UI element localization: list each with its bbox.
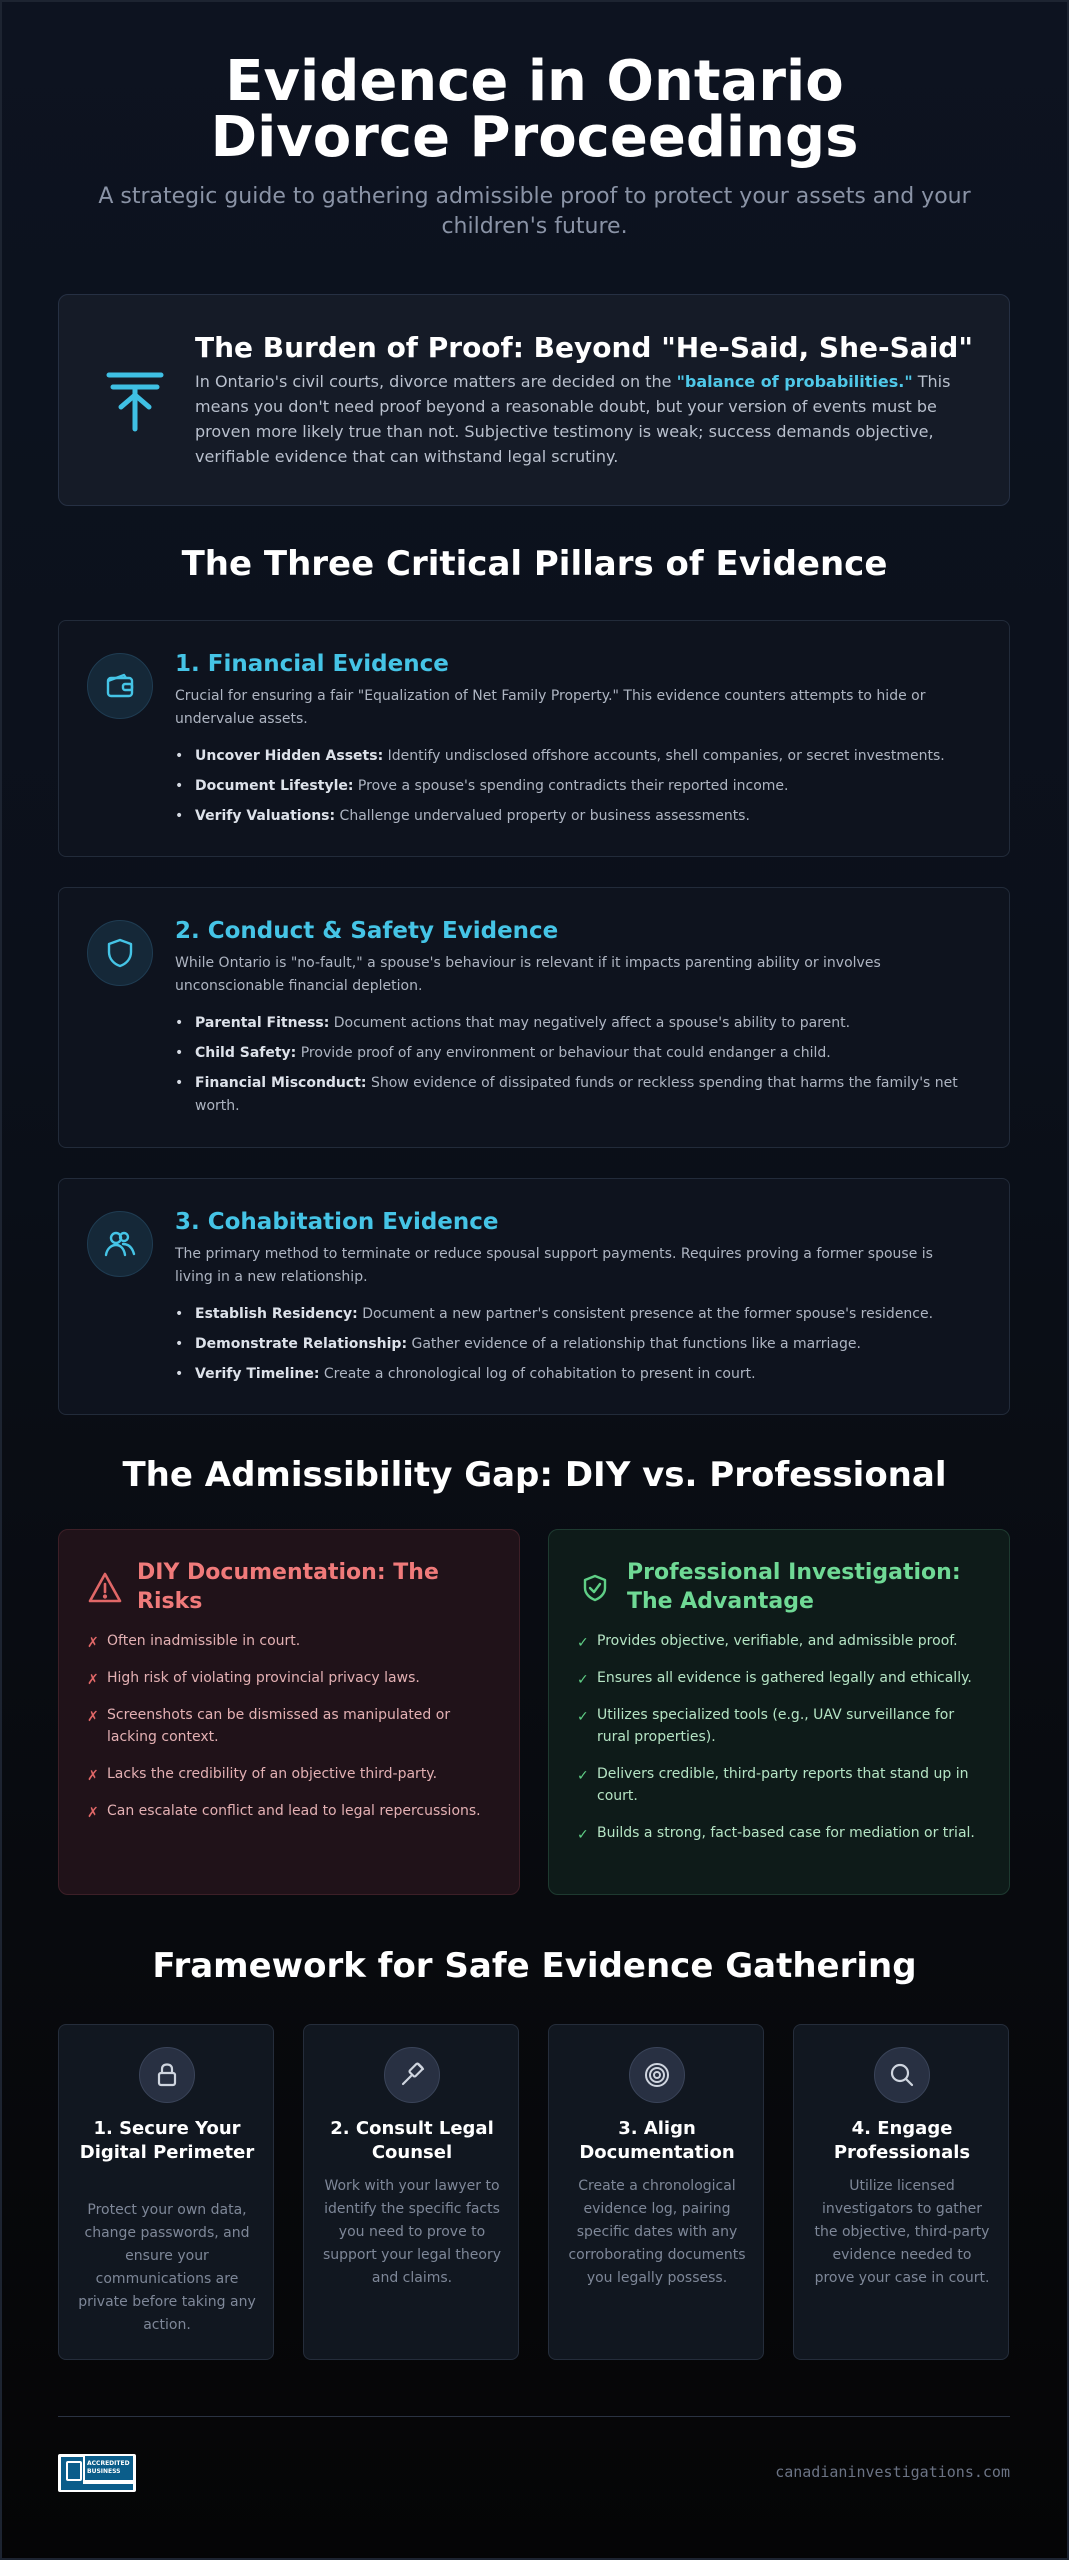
cross-icon: ✗ <box>87 1709 99 1725</box>
check-icon: ✓ <box>577 1672 589 1688</box>
pillar-financial-card <box>58 620 1010 857</box>
burden-text-intro: In Ontario's civil courts, divorce matters are decided on the <box>195 372 677 391</box>
step-icon-badge <box>384 2047 440 2103</box>
pillar-conduct-card <box>58 887 1010 1148</box>
page-subtitle: A strategic guide to gathering admissible proof to protect your assets and your children's future. <box>98 184 971 239</box>
risk-text: Screenshots can be dismissed as manipulated or lacking context. <box>107 1707 451 1745</box>
list-item <box>175 805 985 828</box>
pillar-description: The primary method to terminate or reduce spousal support payments. Requires proving a former spouse is living in a new relationship. <box>175 1246 933 1285</box>
step-title: 1. Secure Your Digital Perimeter <box>79 2118 255 2163</box>
risk-text: High risk of violating provincial privacy laws. <box>107 1670 420 1686</box>
pillar-title: 2. Conduct & Safety Evidence <box>175 918 559 944</box>
step-card-consult <box>303 2024 519 2360</box>
hero <box>0 0 1069 242</box>
step-title: 3. Align Documentation <box>579 2118 735 2163</box>
step-icon-badge <box>139 2047 195 2103</box>
cross-icon: ✗ <box>87 1635 99 1651</box>
risk-text: Often inadmissible in court. <box>107 1633 301 1649</box>
list-item <box>175 1012 985 1035</box>
point-text: Create a chronological log of cohabitation to present in court. <box>319 1366 756 1382</box>
advantage-text: Provides objective, verifiable, and admissible proof. <box>597 1633 958 1649</box>
diy-title: DIY Documentation: The Risks <box>137 1560 439 1614</box>
cross-icon: ✗ <box>87 1672 99 1688</box>
list-item <box>175 1363 985 1386</box>
list-item <box>577 1822 987 1844</box>
point-label: Parental Fitness: <box>195 1015 330 1031</box>
list-item <box>87 1800 497 1822</box>
list-item <box>87 1704 497 1748</box>
point-label: Financial Misconduct: <box>195 1075 367 1091</box>
pillar-icon-badge <box>87 1211 153 1277</box>
pillar-points-list <box>175 1303 985 1393</box>
step-description: Protect your own data, change passwords, and ensure your communications are private before taking any action. <box>78 2202 256 2333</box>
bbb-rating-strip <box>61 2484 133 2490</box>
advantage-text: Ensures all evidence is gathered legally and ethically. <box>597 1670 972 1686</box>
step-description: Create a chronological evidence log, pairing specific dates with any corroborating documents you legally possess. <box>568 2178 746 2286</box>
point-text: Identify undisclosed offshore accounts, shell companies, or secret investments. <box>383 748 945 764</box>
gap-section-title: The Admissibility Gap: DIY vs. Professional <box>122 1455 947 1495</box>
point-label: Document Lifestyle: <box>195 778 354 794</box>
search-icon <box>888 2061 916 2089</box>
advantage-text: Delivers credible, third-party reports that stand up in court. <box>597 1766 969 1804</box>
step-card-secure <box>58 2024 274 2360</box>
footer-divider <box>58 2416 1010 2417</box>
step-card-align <box>548 2024 764 2360</box>
warning-icon <box>87 1570 123 1606</box>
pillar-description: Crucial for ensuring a fair "Equalization of Net Family Property." This evidence counters attempts to hide or undervalue assets. <box>175 688 926 727</box>
list-item <box>87 1667 497 1689</box>
pro-advantage-list <box>577 1630 987 1859</box>
diy-risks-card <box>58 1529 520 1895</box>
page-title: Evidence in Ontario Divorce Proceedings <box>210 49 859 170</box>
point-text: Show evidence of dissipated funds or reckless spending that harms the family's net worth. <box>195 1075 958 1114</box>
list-item <box>175 1333 985 1356</box>
burden-text-rest: This means you don't need proof beyond a reasonable doubt, but your version of events must be proven more likely true than not. Subjective testimony is weak; success demands objective, verifiable evidence that can withstand legal scrutiny. <box>195 372 951 466</box>
target-icon <box>643 2061 671 2089</box>
point-text: Provide proof of any environment or behaviour that could endanger a child. <box>296 1045 831 1061</box>
lock-icon <box>153 2061 181 2089</box>
pillar-icon-badge <box>87 653 153 719</box>
list-item <box>577 1667 987 1689</box>
balance-scale-icon <box>103 367 167 435</box>
step-title: 4. Engage Professionals <box>833 2118 971 2163</box>
risk-text: Lacks the credibility of an objective third-party. <box>107 1766 438 1782</box>
list-item <box>577 1763 987 1807</box>
check-icon: ✓ <box>577 1827 589 1843</box>
step-card-engage <box>793 2024 1009 2360</box>
pillar-points-list <box>175 745 985 835</box>
pillars-section-title: The Three Critical Pillars of Evidence <box>181 544 888 584</box>
gavel-icon <box>398 2061 426 2089</box>
framework-section-title: Framework for Safe Evidence Gathering <box>152 1946 917 1986</box>
list-item <box>175 1303 985 1326</box>
point-text: Gather evidence of a relationship that functions like a marriage. <box>407 1336 861 1352</box>
point-text: Document actions that may negatively affect a spouse's ability to parent. <box>329 1015 851 1031</box>
step-icon-badge <box>629 2047 685 2103</box>
pillar-icon-badge <box>87 920 153 986</box>
bbb-badge-text: ACCREDITED BUSINESS <box>85 2456 133 2480</box>
pillar-description: While Ontario is "no-fault," a spouse's behaviour is relevant if it impacts parenting ability or involves unconscionable financial depletion. <box>175 955 881 994</box>
pillar-cohabitation-card <box>58 1178 1010 1415</box>
wallet-icon <box>104 670 136 702</box>
check-icon: ✓ <box>577 1768 589 1784</box>
point-label: Demonstrate Relationship: <box>195 1336 408 1352</box>
shield-check-icon <box>577 1570 613 1606</box>
list-item <box>175 775 985 798</box>
bbb-accreditation-badge[interactable] <box>58 2454 136 2492</box>
shield-icon <box>105 937 135 969</box>
burden-highlight: "balance of probabilities." <box>676 372 913 391</box>
list-item <box>175 1042 985 1065</box>
list-item <box>175 745 985 768</box>
list-item <box>87 1630 497 1652</box>
list-item <box>577 1704 987 1748</box>
point-text: Prove a spouse's spending contradicts their reported income. <box>353 778 789 794</box>
list-item <box>87 1763 497 1785</box>
advantage-text: Utilizes specialized tools (e.g., UAV surveillance for rural properties). <box>597 1707 955 1745</box>
step-description: Work with your lawyer to identify the specific facts you need to prove to support your legal theory and claims. <box>322 2178 502 2286</box>
point-label: Child Safety: <box>195 1045 297 1061</box>
risk-text: Can escalate conflict and lead to legal repercussions. <box>107 1803 481 1819</box>
point-label: Verify Timeline: <box>195 1366 320 1382</box>
pillar-points-list <box>175 1012 985 1125</box>
users-icon <box>103 1228 137 1260</box>
check-icon: ✓ <box>577 1709 589 1725</box>
list-item <box>577 1630 987 1652</box>
burden-of-proof-card <box>58 294 1010 506</box>
list-item <box>175 1072 985 1118</box>
point-label: Uncover Hidden Assets: <box>195 748 384 764</box>
step-icon-badge <box>874 2047 930 2103</box>
check-icon: ✓ <box>577 1635 589 1651</box>
diy-risk-list <box>87 1630 497 1837</box>
burden-text <box>195 369 975 469</box>
professional-advantage-card <box>548 1529 1010 1895</box>
burden-title: The Burden of Proof: Beyond "He-Said, She-Said" <box>195 331 973 364</box>
pillar-title: 3. Cohabitation Evidence <box>175 1209 499 1235</box>
step-title: 2. Consult Legal Counsel <box>330 2118 494 2163</box>
cross-icon: ✗ <box>87 1768 99 1784</box>
cross-icon: ✗ <box>87 1805 99 1821</box>
footer-website-link[interactable]: canadianinvestigations.com <box>775 2463 1010 2481</box>
point-label: Verify Valuations: <box>195 808 336 824</box>
point-text: Challenge undervalued property or business assessments. <box>335 808 750 824</box>
point-text: Document a new partner's consistent presence at the former spouse's residence. <box>357 1306 934 1322</box>
advantage-text: Builds a strong, fact-based case for mediation or trial. <box>597 1825 975 1841</box>
pillar-title: 1. Financial Evidence <box>175 651 449 677</box>
pro-title: Professional Investigation: The Advantage <box>627 1560 961 1614</box>
point-label: Establish Residency: <box>195 1306 358 1322</box>
step-description: Utilize licensed investigators to gather the objective, third-party evidence needed to prove your case in court. <box>814 2178 990 2286</box>
